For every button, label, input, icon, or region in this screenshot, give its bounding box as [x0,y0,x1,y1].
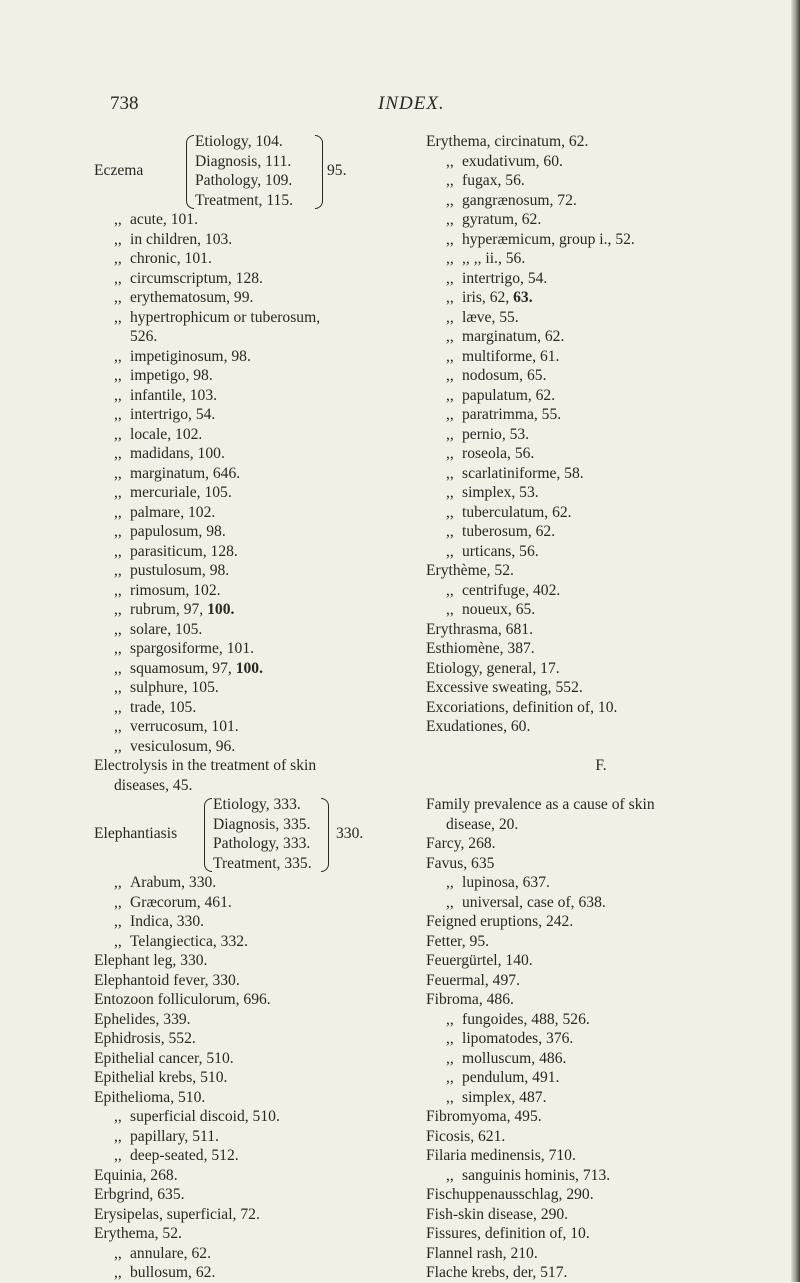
subentry-text: lupinosa, 637. [462,874,550,891]
ditto-mark: ,, [114,386,122,404]
elephantiasis-brace-block [94,795,374,873]
index-subentry [426,327,776,347]
subentry-text: impetiginosum, 98. [130,347,251,365]
index-entry: Filaria medinensis, 710. [426,1147,576,1164]
right-brace [315,135,323,209]
index-entry: Ficosis, 621. [426,1127,506,1145]
subentry-text: marginatum, 62. [462,328,565,345]
index-subentry [426,366,776,386]
subentry-text: gangrænosum, 72. [462,191,577,209]
subentry-text: molluscum, 486. [462,1049,567,1067]
ditto-mark: ,, [446,191,454,209]
subentry-text: palmare, 102. [130,503,216,521]
index-subentry [94,542,404,562]
subentry-text: lipomatodes, 376. [462,1030,574,1047]
subentry-text: annulare, 62. [130,1244,211,1262]
index-entry: Fischuppenausschlag, 290. [426,1186,594,1203]
index-subentry [94,249,404,269]
favus-subentries [426,873,776,912]
subentry-text: læve, 55. [462,308,519,326]
page-edge-shadow [791,0,800,1282]
ditto-mark: ,, [446,874,454,891]
ditto-mark: ,, [446,386,454,404]
subentry-text: parasiticum, 128. [130,542,238,560]
index-subentry [94,1244,404,1264]
ditto-mark: ,, [446,328,454,345]
subentry-text: ,, ,, ii., 56. [462,250,526,267]
index-subentry [94,717,404,737]
index-subentry [94,912,404,932]
ditto-mark: ,, [114,542,122,560]
ditto-mark: ,, [446,289,454,306]
erythema-subentries-right [426,152,776,562]
subentry-text: papulosum, 98. [130,523,226,540]
index-subentry [94,620,404,640]
index-subentry [94,269,404,289]
subentry-text: chronic, 101. [130,250,212,267]
index-entry: Epithelioma, 510. [94,1088,206,1106]
ditto-mark: ,, [446,152,454,170]
index-subentry [426,483,776,503]
ditto-mark: ,, [114,211,122,228]
index-subentry [426,522,776,542]
index-subentry [94,561,404,581]
subentry-text: roseola, 56. [462,445,535,462]
index-subentry [94,522,404,542]
index-entry: Flache krebs, der, 517. [426,1264,568,1281]
index-entry: Family prevalence as a cause of skin [426,796,655,813]
eczema-page-ref: 95. [327,162,347,179]
ditto-mark: ,, [114,484,122,501]
erytheme-subentries [426,581,776,620]
index-entry: Excoriations, definition of, 10. [426,698,618,716]
ditto-mark: ,, [446,1010,454,1028]
subentry-text: hypertrophicum or tuberosum, [130,308,321,326]
eczema-subentries [94,210,404,756]
index-entry: Ephidrosis, 552. [94,1030,196,1047]
index-subentry [94,386,404,406]
ditto-mark: ,, [114,932,122,950]
index-entry: Erythema, circinatum, 62. [426,133,589,150]
index-subentry [94,678,404,698]
ditto-mark: ,, [114,523,122,540]
ditto-mark: ,, [114,308,122,326]
f-entries-4 [426,1185,776,1283]
index-subentry [426,503,776,523]
index-entry: Elephant leg, 330. [94,952,208,969]
ditto-mark: ,, [446,581,454,599]
subentry-text: rubrum, 97, [130,601,204,618]
index-subentry [426,308,776,328]
index-subentry [426,152,776,172]
ditto-mark: ,, [114,737,122,755]
index-entry-continuation: diseases, 45. [114,776,193,794]
page-number: 738 [110,93,139,114]
subentry-text: simplex, 53. [462,484,539,501]
index-subentry [94,464,404,484]
index-subentry [426,444,776,464]
index-entry: Feuermal, 497. [426,971,520,989]
subentry-text: acute, 101. [130,211,198,228]
subentry-text: squamosum, 97, [130,659,232,677]
index-subentry [426,347,776,367]
index-entry-continuation: disease, 20. [446,815,519,833]
subentry-text: tuberosum, 62. [462,523,556,540]
index-subentry [94,639,404,659]
ditto-mark: ,, [114,893,122,911]
ditto-mark: ,, [446,308,454,326]
subentry-text: verrucosum, 101. [130,718,239,735]
e-entries-2 [94,1166,404,1244]
subentry-text: fugax, 56. [462,172,525,189]
subitem: Diagnosis, 335. [213,815,311,833]
index-subentry [426,405,776,425]
subitem: Etiology, 333. [213,796,301,813]
ditto-mark: ,, [114,269,122,287]
ditto-mark: ,, [114,406,122,423]
index-entry: Feigned eruptions, 242. [426,913,574,930]
index-subentry [94,405,404,425]
subentry-text: solare, 105. [130,620,203,638]
subentry-text: rimosum, 102. [130,581,221,599]
index-subentry [94,659,404,679]
subentry-text: trade, 105. [130,698,197,716]
index-subentry [426,464,776,484]
subentry-text: impetigo, 98. [130,367,213,384]
ditto-mark: ,, [446,406,454,423]
ditto-mark: ,, [446,425,454,443]
index-subentry [94,1127,404,1147]
index-subentry [94,327,404,347]
index-entry: Entozoon folliculorum, 696. [94,991,271,1008]
principal-page-ref: 100. [235,659,263,677]
ditto-mark: ,, [114,347,122,365]
subentry-text: 526. [130,328,158,345]
subentry-text: bullosum, 62. [130,1264,216,1281]
ditto-mark: ,, [114,698,122,716]
ditto-mark: ,, [114,230,122,248]
ditto-mark: ,, [446,601,454,618]
index-subentry [94,444,404,464]
ditto-mark: ,, [446,1088,454,1106]
right-brace [321,798,329,872]
subentry-text: iris, 62, [462,289,510,306]
ditto-mark: ,, [446,1166,454,1184]
f-entries-1 [426,834,776,873]
epithelioma-subentries [94,1107,404,1166]
left-brace [204,798,212,872]
index-subentry [94,893,404,913]
index-entry: Esthiomène, 387. [426,640,535,657]
subentry-text: spargosiforme, 101. [130,640,255,657]
index-entry: Equinia, 268. [94,1166,178,1184]
subentry-text: intertrigo, 54. [462,269,548,287]
index-subentry [426,600,776,620]
index-entry: Epithelial cancer, 510. [94,1049,234,1067]
subentry-text: centrifuge, 402. [462,581,561,599]
ditto-mark: ,, [114,503,122,521]
subentry-text: fungoides, 488, 526. [462,1010,590,1028]
subentry-text: scarlatiniforme, 58. [462,464,584,482]
subentry-text: mercuriale, 105. [130,484,232,501]
index-entry: Erbgrind, 635. [94,1186,185,1203]
subentry-text: intertrigo, 54. [130,406,216,423]
ditto-mark: ,, [114,1108,122,1125]
index-subentry [94,425,404,445]
ditto-mark: ,, [446,1069,454,1086]
index-subentry [426,1088,776,1108]
index-subentry [94,366,404,386]
running-head: INDEX. [378,93,445,114]
index-subentry [94,1263,404,1283]
elephantiasis-page-ref: 330. [336,825,364,842]
subitem: Treatment, 115. [195,191,294,209]
e-entries [94,951,404,1107]
ditto-mark: ,, [446,445,454,462]
subentry-text: madidans, 100. [130,445,225,462]
ditto-mark: ,, [114,640,122,657]
ditto-mark: ,, [114,562,122,579]
subentry-text: pernio, 53. [462,425,530,443]
index-entry: Epithelial krebs, 510. [94,1069,228,1086]
section-letter-f: F. [595,757,607,774]
index-entry: Fibroma, 486. [426,991,514,1008]
index-subentry [426,386,776,406]
index-entry: Flannel rash, 210. [426,1244,538,1262]
eczema-key: Eczema [94,162,144,179]
index-subentry [94,873,404,893]
index-entry: Erythème, 52. [426,562,514,579]
index-subentry [426,210,776,230]
ditto-mark: ,, [446,464,454,482]
index-subentry [426,288,776,308]
subentry-text: infantile, 103. [130,386,218,404]
index-entry: Etiology, general, 17. [426,659,560,677]
left-column [94,132,404,1283]
subentry-text: multiforme, 61. [462,347,560,365]
ditto-mark: ,, [446,250,454,267]
filaria-subentries [426,1166,776,1186]
index-subentry [94,1107,404,1127]
index-subentry [426,581,776,601]
ditto-mark: ,, [446,172,454,189]
subentry-text: Indica, 330. [130,913,205,930]
elephantiasis-subentries [94,873,404,951]
ditto-mark: ,, [114,620,122,638]
index-subentry [94,308,404,328]
ditto-mark: ,, [114,289,122,306]
subentry-text: Arabum, 330. [130,874,217,891]
index-subentry [426,1010,776,1030]
ditto-mark: ,, [446,1049,454,1067]
index-subentry [94,737,404,757]
subentry-text: Telangiectica, 332. [130,932,248,950]
ditto-mark: ,, [114,250,122,267]
subentry-text: gyratum, 62. [462,211,542,228]
ditto-mark: ,, [114,425,122,443]
index-entry: Erythrasma, 681. [426,620,533,638]
ditto-mark: ,, [114,1244,122,1262]
ditto-mark: ,, [446,1030,454,1047]
subentry-text: urticans, 56. [462,542,539,560]
index-subentry [426,1049,776,1069]
subitem: Pathology, 333. [213,835,311,852]
index-subentry [94,932,404,952]
erythema-subentries-left [94,1244,404,1283]
right-column [426,132,776,1283]
index-subentry [94,581,404,601]
principal-page-ref: 63. [513,289,533,306]
index-entry: Fibromyoma, 495. [426,1108,542,1125]
index-subentry [426,230,776,250]
subentry-text: pustulosum, 98. [130,562,230,579]
fibroma-subentries [426,1010,776,1108]
principal-page-ref: 100. [207,601,235,618]
eczema-brace-block [94,132,404,210]
ditto-mark: ,, [446,211,454,228]
f-entries-3 [426,1107,776,1166]
index-subentry [426,1166,776,1186]
subentry-text: noueux, 65. [462,601,536,618]
ditto-mark: ,, [446,367,454,384]
subentry-text: erythematosum, 99. [130,289,254,306]
left-brace [186,135,194,209]
subitem: Diagnosis, 111. [195,152,292,170]
ditto-mark: ,, [114,874,122,891]
index-entry: Fissures, definition of, 10. [426,1225,590,1242]
subentry-text: papulatum, 62. [462,386,556,404]
index-subentry [426,1068,776,1088]
index-subentry [426,542,776,562]
index-entry: Erysipelas, superficial, 72. [94,1205,260,1223]
ditto-mark: ,, [114,718,122,735]
subitem: Pathology, 109. [195,172,293,189]
index-entry: Farcy, 268. [426,835,496,852]
subitem: Etiology, 104. [195,133,283,150]
index-subentry [94,230,404,250]
ditto-mark: ,, [114,581,122,599]
index-subentry [94,600,404,620]
subentry-text: sanguinis hominis, 713. [462,1166,611,1184]
index-subentry [94,288,404,308]
index-subentry [426,191,776,211]
ditto-mark: ,, [114,1264,122,1281]
ditto-mark: ,, [446,503,454,521]
ditto-mark: ,, [114,445,122,462]
subentry-text: tuberculatum, 62. [462,503,572,521]
subentry-text: nodosum, 65. [462,367,547,384]
subentry-text: circumscriptum, 128. [130,269,263,287]
subentry-text: locale, 102. [130,425,203,443]
subentry-text: Græcorum, 461. [130,893,232,911]
subentry-text: exudativum, 60. [462,152,563,170]
subentry-text: paratrimma, 55. [462,406,562,423]
ditto-mark: ,, [446,523,454,540]
f-entries-2 [426,912,776,1010]
eczema-subitems [195,132,293,210]
subentry-text: sulphure, 105. [130,679,219,696]
subentry-text: pendulum, 491. [462,1069,560,1086]
ditto-mark: ,, [446,269,454,287]
index-entry: Fetter, 95. [426,932,490,950]
index-entry: Ephelides, 339. [94,1010,191,1028]
index-subentry [94,347,404,367]
ditto-mark: ,, [446,347,454,365]
index-subentry [426,269,776,289]
index-entry: Erythema, 52. [94,1225,182,1242]
ditto-mark: ,, [446,484,454,501]
index-entry: Electrolysis in the treatment of skin [94,757,317,774]
subentry-text: papillary, 511. [130,1127,219,1145]
index-subentry [426,873,776,893]
subentry-text: hyperæmicum, group i., 52. [462,230,635,248]
subentry-text: superficial discoid, 510. [130,1108,280,1125]
index-subentry [94,483,404,503]
subentry-text: vesiculosum, 96. [130,737,236,755]
ditto-mark: ,, [446,230,454,248]
index-subentry [426,893,776,913]
index-subentry [94,698,404,718]
ditto-mark: ,, [446,542,454,560]
index-subentry [426,171,776,191]
subentry-text: deep-seated, 512. [130,1147,239,1164]
ditto-mark: ,, [114,1147,122,1164]
ditto-mark: ,, [114,1127,122,1145]
index-entry: Exudationes, 60. [426,718,531,735]
index-subentry [426,1029,776,1049]
ditto-mark: ,, [114,913,122,930]
index-entry: Excessive sweating, 552. [426,679,583,696]
ditto-mark: ,, [446,893,454,911]
ditto-mark: ,, [114,679,122,696]
index-subentry [426,425,776,445]
index-subentry [426,249,776,269]
index-entry: Favus, 635 [426,854,495,872]
subentry-text: marginatum, 646. [130,464,241,482]
subentry-text: in children, 103. [130,230,233,248]
ditto-mark: ,, [114,464,122,482]
index-subentry [94,1146,404,1166]
subentry-text: simplex, 487. [462,1088,547,1106]
elephantiasis-key: Elephantiasis [94,825,178,842]
e-entries-3 [426,620,776,737]
index-entry: Fish-skin disease, 290. [426,1205,569,1223]
index-subentry [94,503,404,523]
index-subentry [94,210,404,230]
index-entry: Feuergürtel, 140. [426,952,533,969]
ditto-mark: ,, [114,601,122,618]
subitem: Treatment, 335. [213,854,312,872]
subentry-text: universal, case of, 638. [462,893,606,911]
ditto-mark: ,, [114,659,122,677]
ditto-mark: ,, [114,367,122,384]
index-entry: Elephantoid fever, 330. [94,971,240,989]
elephantiasis-subitems [213,795,312,873]
